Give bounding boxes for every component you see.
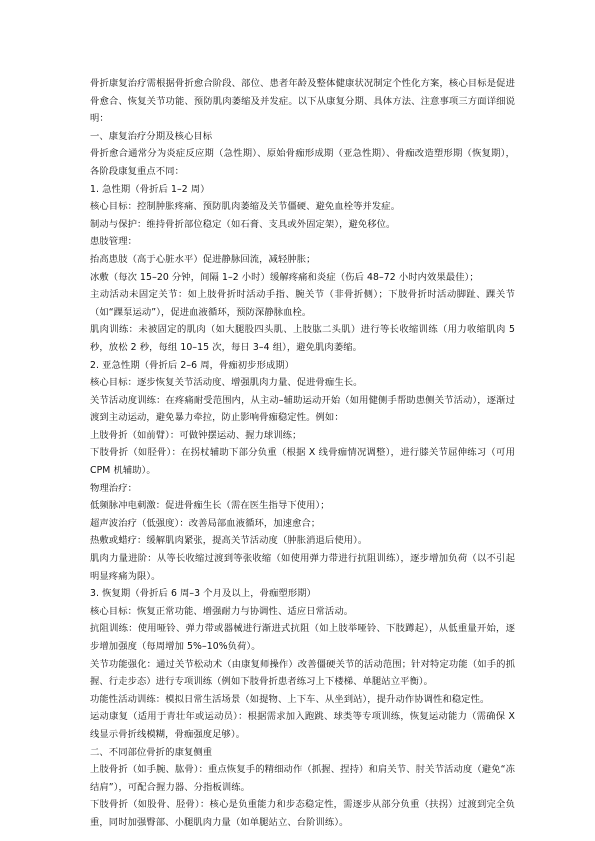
paragraph: 肌肉力量进阶：从等长收缩过渡到等张收缩（如使用弹力带进行抗阻训练），逐步增加负荷（以不引起明显疼痛为限）。 [90, 553, 515, 582]
paragraph: 肌肉训练：未被固定的肌肉（如大腿股四头肌、上肢肱二头肌）进行等长收缩训练（用力收缩肌肉 5 秒，放松 2 秒，每组 10–15 次，每日 3–4 组），避免肌肉萎缩。 [90, 324, 515, 353]
paragraph: 上肢骨折（如手腕、肱骨）：重点恢复手的精细动作（抓握、捏持）和肩关节、肘关节活动度（避免“冻结肩”），可配合握力器、分指板训练。 [90, 764, 515, 793]
document-body [90, 75, 515, 832]
paragraph: 功能性活动训练：模拟日常生活场景（如提物、上下车、从坐到站），提升动作协调性和稳定性。 [90, 693, 490, 705]
paragraph: 骨折愈合通常分为炎症反应期（急性期）、原始骨痂形成期（亚急性期）、骨痂改造塑形期（恢复期），各阶段康复重点不同： [90, 148, 515, 177]
paragraph: 物理治疗： [90, 482, 137, 494]
subsection-heading: 3. 恢复期（骨折后 6 周–3 个月及以上，骨痂塑形期） [90, 588, 317, 600]
paragraph: 上肢骨折（如前臂）：可做钟摆运动、握力球训练； [90, 429, 302, 441]
paragraph: 核心目标：恢复正常功能、增强耐力与协调性、适应日常活动。 [90, 605, 354, 617]
paragraph: 关节活动度训练：在疼痛耐受范围内，从主动–辅助运动开始（如用健侧手帮助患侧关节活动），逐渐过渡到主动运动，避免暴力牵拉，防止影响骨痂稳定性。例如： [90, 394, 515, 424]
section-heading: 二、不同部位骨折的康复侧重 [90, 746, 213, 758]
paragraph: 冰敷（每次 15–20 分钟，间隔 1–2 小时）缓解疼痛和炎症（伤后 48–72 小时内效果最佳）； [90, 271, 479, 283]
subsection-heading: 1. 急性期（骨折后 1–2 周） [90, 183, 210, 195]
paragraph: 下肢骨折（如股骨、胫骨）：核心是负重能力和步态稳定性，需逐步从部分负重（扶拐）过渡到完全负重，同时加强臀部、小腿肌肉力量（如单腿站立、台阶训练）。 [90, 799, 515, 828]
paragraph: 下肢骨折（如胫骨）：在拐杖辅助下部分负重（根据 X 线骨痂情况调整），进行膝关节屈伸练习（可用 CPM 机辅助）。 [90, 447, 515, 477]
section-heading: 一、康复治疗分期及核心目标 [90, 130, 213, 142]
paragraph: 核心目标：逐步恢复关节活动度、增强肌肉力量、促进骨痂生长。 [90, 377, 363, 389]
paragraph: 热敷或蜡疗：缓解肌肉紧张，提高关节活动度（肿胀消退后使用）。 [90, 535, 368, 547]
paragraph: 运动康复（适用于青壮年或运动员）：根据需求加入跑跳、球类等专项训练，恢复运动能力（需确保 X 线显示骨折线模糊，骨痂强度足够）。 [90, 711, 515, 740]
paragraph: 患肢管理： [90, 236, 137, 248]
paragraph: 核心目标：控制肿胀疼痛、预防肌肉萎缩及关节僵硬、避免血栓等并发症。 [90, 201, 401, 213]
paragraph: 制动与保护：维持骨折部位稳定（如石膏、支具或外固定架），避免移位。 [90, 218, 396, 230]
paragraph: 关节功能强化：通过关节松动术（由康复师操作）改善僵硬关节的活动范围；针对特定功能（如手的抓握、行走步态）进行专项训练（例如下肢骨折患者练习上下楼梯、单腿站立平衡）。 [90, 658, 515, 688]
paragraph: 低频脉冲电刺激：促进骨痂生长（需在医生指导下使用）； [90, 500, 330, 512]
paragraph: 抬高患肢（高于心脏水平）促进静脉回流，减轻肿胀； [90, 253, 316, 265]
paragraph: 超声波治疗（低强度）：改善局部血液循环，加速愈合； [90, 517, 321, 529]
subsection-heading: 2. 亚急性期（骨折后 2–6 周，骨痂初步形成期） [90, 359, 295, 371]
paragraph: 主动活动未固定关节：如上肢骨折时活动手指、腕关节（非骨折侧）；下肢骨折时活动脚趾、踝关节（如“踝泵运动”），促进血液循环，预防深静脉血栓。 [90, 289, 515, 318]
intro-paragraph: 骨折康复治疗需根据骨折愈合阶段、部位、患者年龄及整体健康状况制定个性化方案，核心目标是促进骨愈合、恢复关节功能、预防肌肉萎缩及并发症。以下从康复分期、具体方法、注意事项三方面详细说明： [90, 78, 515, 125]
paragraph: 抗阻训练：使用哑铃、弹力带或器械进行渐进式抗阻（如上肢举哑铃、下肢蹲起），从低重量开始，逐步增加强度（每周增加 5%–10%负荷）。 [90, 623, 515, 652]
